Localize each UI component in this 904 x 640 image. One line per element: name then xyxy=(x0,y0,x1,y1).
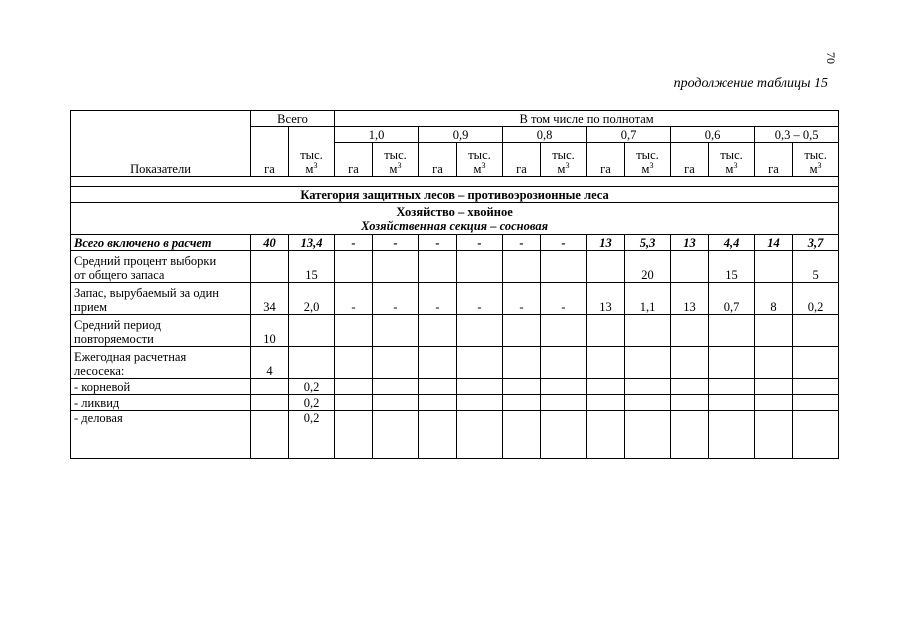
table-cell xyxy=(587,347,625,379)
table-cell xyxy=(671,411,709,459)
header-density-4: 0,6 xyxy=(671,127,755,143)
unit-m: м xyxy=(809,162,818,176)
header-indicator: Показатели xyxy=(71,111,251,177)
row-label-line: лесосека: xyxy=(74,364,125,378)
table-cell xyxy=(419,411,457,459)
table-cell xyxy=(709,347,755,379)
table-cell xyxy=(289,315,335,347)
table-cell: 0,2 xyxy=(793,283,839,315)
header-density-3: 0,7 xyxy=(587,127,671,143)
table-cell xyxy=(503,315,541,347)
header-total: Всего xyxy=(251,111,335,127)
table-cell: 13 xyxy=(671,283,709,315)
table-cell xyxy=(709,395,755,411)
table-cell xyxy=(541,251,587,283)
unit-thous: тыс. xyxy=(552,148,575,162)
row-label-line: Запас, вырубаемый за один xyxy=(74,286,219,300)
unit-m: м xyxy=(725,162,734,176)
table-cell xyxy=(541,379,587,395)
row-label xyxy=(71,395,251,411)
header-density-thous-m3 xyxy=(373,143,419,177)
table-cell: 0,2 xyxy=(289,395,335,411)
header-density-1: 0,9 xyxy=(419,127,503,143)
table-cell xyxy=(335,395,373,411)
header-density-5: 0,3 – 0,5 xyxy=(755,127,839,143)
table-row xyxy=(71,235,839,251)
unit-m: м xyxy=(305,162,314,176)
row-label-line: - ликвид xyxy=(74,396,120,410)
unit-m-sup: 3 xyxy=(397,160,402,170)
header-density-ha: га xyxy=(335,143,373,177)
table-cell: - xyxy=(457,235,503,251)
row-label xyxy=(71,379,251,395)
table-cell xyxy=(503,411,541,459)
table-cell: - xyxy=(503,283,541,315)
table-cell xyxy=(755,315,793,347)
table-cell: - xyxy=(419,283,457,315)
table-cell: 4,4 xyxy=(709,235,755,251)
table-cell xyxy=(503,251,541,283)
unit-m: м xyxy=(641,162,650,176)
table-cell xyxy=(419,251,457,283)
section-economy-block xyxy=(71,203,839,235)
row-label xyxy=(71,251,251,283)
unit-thous: тыс. xyxy=(468,148,491,162)
table-cell xyxy=(709,315,755,347)
table-cell xyxy=(373,315,419,347)
row-label-line: Средний период xyxy=(74,318,161,332)
table-cell xyxy=(419,315,457,347)
table-cell xyxy=(671,379,709,395)
table-cell xyxy=(587,411,625,459)
table-cell xyxy=(793,347,839,379)
table-cell xyxy=(587,251,625,283)
row-label-line: - деловая xyxy=(74,411,123,425)
table-cell xyxy=(503,379,541,395)
table-cell xyxy=(793,395,839,411)
table-cell: 13 xyxy=(671,235,709,251)
table-row xyxy=(71,251,839,283)
header-density-thous-m3 xyxy=(625,143,671,177)
unit-m-sup: 3 xyxy=(817,160,822,170)
table-cell xyxy=(419,395,457,411)
table-cell xyxy=(457,395,503,411)
table-cell xyxy=(419,379,457,395)
table-cell xyxy=(503,347,541,379)
section-subsection: Хозяйственная секция – сосновая xyxy=(361,218,549,233)
unit-thous: тыс. xyxy=(804,148,827,162)
table-cell xyxy=(251,379,289,395)
row-label-line: Средний процент выборки xyxy=(74,254,217,268)
spacer-row xyxy=(71,177,839,187)
unit-m: м xyxy=(473,162,482,176)
row-label-line: Ежегодная расчетная xyxy=(74,350,187,364)
table-cell: 2,0 xyxy=(289,283,335,315)
table-cell xyxy=(587,395,625,411)
unit-m: м xyxy=(557,162,566,176)
table-cell xyxy=(541,411,587,459)
table-row xyxy=(71,283,839,315)
table-cell xyxy=(373,251,419,283)
row-label xyxy=(71,411,251,459)
table-cell xyxy=(457,315,503,347)
row-label-line: от общего запаса xyxy=(74,268,165,282)
table-cell: 13,4 xyxy=(289,235,335,251)
table-cell: - xyxy=(419,235,457,251)
table-cell: 10 xyxy=(251,315,289,347)
row-label xyxy=(71,347,251,379)
page-number: 70 xyxy=(824,52,838,64)
header-total-thous-m3 xyxy=(289,127,335,177)
table-cell xyxy=(251,395,289,411)
table-cell xyxy=(625,411,671,459)
unit-m: м xyxy=(389,162,398,176)
header-total-ha: га xyxy=(251,127,289,177)
header-density-thous-m3 xyxy=(793,143,839,177)
unit-thous: тыс. xyxy=(720,148,743,162)
header-density-ha: га xyxy=(419,143,457,177)
table-cell xyxy=(335,251,373,283)
table-row xyxy=(71,379,839,395)
header-by-density: В том числе по полнотам xyxy=(335,111,839,127)
header-density-ha: га xyxy=(587,143,625,177)
table-cell: - xyxy=(373,235,419,251)
unit-thous: тыс. xyxy=(384,148,407,162)
table-cell xyxy=(587,315,625,347)
table-cell xyxy=(373,347,419,379)
table-row xyxy=(71,411,839,459)
table-cell: 15 xyxy=(289,251,335,283)
table-row xyxy=(71,347,839,379)
table-cell: 15 xyxy=(709,251,755,283)
table-cell: - xyxy=(373,283,419,315)
data-table xyxy=(70,110,839,459)
header-density-ha: га xyxy=(755,143,793,177)
table-cell: - xyxy=(541,235,587,251)
table-cell xyxy=(251,251,289,283)
row-label-line: прием xyxy=(74,300,108,314)
table-cell xyxy=(335,411,373,459)
table-cell: - xyxy=(335,283,373,315)
table-cell xyxy=(625,347,671,379)
table-cell xyxy=(709,411,755,459)
table-cell: - xyxy=(541,283,587,315)
row-label xyxy=(71,315,251,347)
table-cell xyxy=(793,379,839,395)
table-caption: продолжение таблицы 15 xyxy=(673,76,828,91)
table-cell xyxy=(755,395,793,411)
header-density-thous-m3 xyxy=(541,143,587,177)
table-cell: 14 xyxy=(755,235,793,251)
table-cell xyxy=(457,347,503,379)
table-cell xyxy=(755,347,793,379)
table-cell: 0,2 xyxy=(289,411,335,459)
table-cell: 3,7 xyxy=(793,235,839,251)
unit-thous: тыс. xyxy=(300,148,323,162)
table-cell: 4 xyxy=(251,347,289,379)
table-cell: - xyxy=(457,283,503,315)
table-cell xyxy=(541,395,587,411)
table-cell: 0,2 xyxy=(289,379,335,395)
table-cell: 34 xyxy=(251,283,289,315)
section-category: Категория защитных лесов – противоэрозионные леса xyxy=(71,187,839,203)
table-cell xyxy=(541,347,587,379)
table-cell xyxy=(335,315,373,347)
table-cell xyxy=(755,379,793,395)
table-cell: 1,1 xyxy=(625,283,671,315)
table-cell xyxy=(625,395,671,411)
table-cell: 8 xyxy=(755,283,793,315)
unit-thous: тыс. xyxy=(636,148,659,162)
table-cell xyxy=(755,411,793,459)
unit-m-sup: 3 xyxy=(313,160,318,170)
row-label-line: Всего включено в расчет xyxy=(74,236,212,250)
table-cell xyxy=(373,379,419,395)
table-cell xyxy=(671,251,709,283)
table-cell: 20 xyxy=(625,251,671,283)
table-cell xyxy=(457,251,503,283)
table-cell xyxy=(793,411,839,459)
table-cell xyxy=(335,347,373,379)
header-density-thous-m3 xyxy=(457,143,503,177)
table-cell xyxy=(709,379,755,395)
table-cell xyxy=(457,379,503,395)
table-cell xyxy=(251,411,289,459)
table-cell: 0,7 xyxy=(709,283,755,315)
table-cell xyxy=(671,315,709,347)
table-cell xyxy=(335,379,373,395)
table-cell xyxy=(419,347,457,379)
unit-m-sup: 3 xyxy=(649,160,654,170)
table-cell xyxy=(671,347,709,379)
header-density-ha: га xyxy=(671,143,709,177)
table-cell xyxy=(373,395,419,411)
table-row xyxy=(71,395,839,411)
table-cell: - xyxy=(503,235,541,251)
table-cell xyxy=(625,315,671,347)
table-cell: - xyxy=(335,235,373,251)
section-economy: Хозяйство – хвойное xyxy=(396,204,513,219)
table-cell xyxy=(671,395,709,411)
header-density-thous-m3 xyxy=(709,143,755,177)
row-label-line: - корневой xyxy=(74,380,131,394)
table-cell: 40 xyxy=(251,235,289,251)
row-label xyxy=(71,235,251,251)
table-cell xyxy=(503,395,541,411)
table-cell xyxy=(793,315,839,347)
table-cell xyxy=(541,315,587,347)
unit-m-sup: 3 xyxy=(733,160,738,170)
header-density-0: 1,0 xyxy=(335,127,419,143)
table-cell: 13 xyxy=(587,235,625,251)
row-label-line: повторяемости xyxy=(74,332,154,346)
unit-m-sup: 3 xyxy=(481,160,486,170)
table-cell: 5 xyxy=(793,251,839,283)
table-cell xyxy=(625,379,671,395)
header-density-2: 0,8 xyxy=(503,127,587,143)
header-density-ha: га xyxy=(503,143,541,177)
table-cell xyxy=(457,411,503,459)
unit-m-sup: 3 xyxy=(565,160,570,170)
table-cell xyxy=(755,251,793,283)
table-row xyxy=(71,315,839,347)
table-cell: 5,3 xyxy=(625,235,671,251)
table-cell xyxy=(587,379,625,395)
table-cell xyxy=(289,347,335,379)
table-cell xyxy=(373,411,419,459)
row-label xyxy=(71,283,251,315)
table-cell: 13 xyxy=(587,283,625,315)
